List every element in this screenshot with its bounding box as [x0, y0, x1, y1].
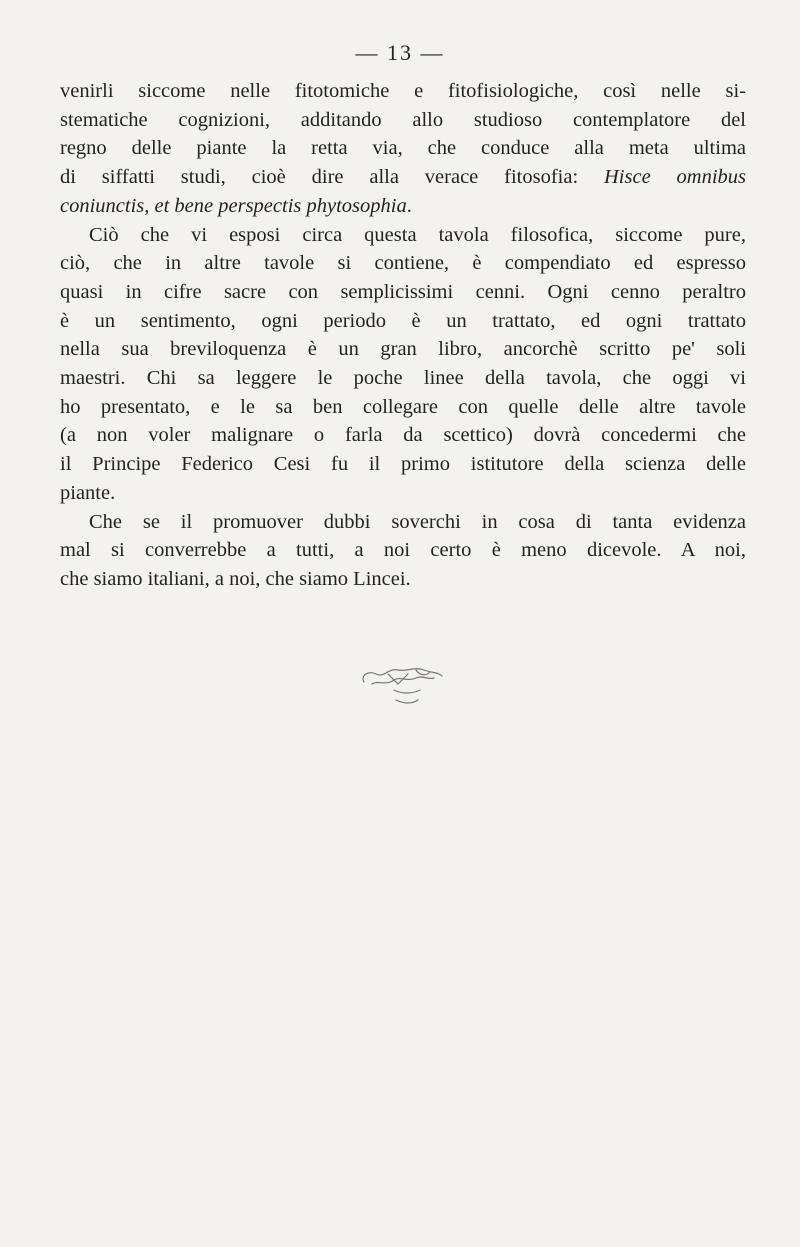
text-line: nella sua breviloquenza è un gran libro, ancorchè scritto pe' soli	[60, 338, 746, 361]
text-line: che siamo italiani, a noi, che siamo Lincei.	[60, 567, 411, 590]
text-line: Che se il promuover dubbi soverchi in cosa di tanta evidenza	[89, 510, 746, 533]
text-line: ciò, che in altre tavole si contiene, è compendiato ed espresso	[60, 252, 746, 275]
text-line: ho presentato, e le sa ben collegare con quelle delle altre tavole	[60, 395, 746, 418]
page-number: — 13 —	[355, 40, 445, 65]
latin-quote: coniunctis, et bene perspectis	[60, 194, 302, 217]
latin-quote: Hisce omnibus	[604, 166, 747, 189]
text-line: stematiche cognizioni, additando allo studioso contemplatore del	[60, 108, 746, 131]
text-line	[60, 192, 746, 221]
text-line: mal si converrebbe a tutti, a noi certo è meno dicevole. A noi,	[60, 539, 746, 562]
text-line: il Principe Federico Cesi fu il primo istitutore della scienza delle	[60, 453, 746, 476]
body-text	[60, 77, 746, 594]
paragraph-1	[60, 77, 746, 221]
text-line: piante.	[60, 481, 116, 504]
text-line	[60, 163, 746, 192]
paragraph-3	[60, 508, 746, 594]
text-segment: .	[406, 194, 412, 217]
paragraph-2	[60, 221, 746, 508]
text-line: regno delle piante la retta via, che conduce alla meta ultima	[60, 137, 746, 160]
ornament-icon	[358, 660, 448, 716]
text-segment: di siffatti studi, cioè dire alla verace fitosofia:	[60, 166, 579, 189]
text-line: (a non voler malignare o farla da scettico) dovrà concedermi che	[60, 424, 746, 447]
text-line: Ciò che vi esposi circa questa tavola filosofica, siccome pure,	[89, 223, 746, 246]
text-line: maestri. Chi sa leggere le poche linee della tavola, che oggi vi	[60, 367, 746, 390]
latin-quote: phytosophia	[306, 194, 407, 217]
text-line: è un sentimento, ogni periodo è un trattato, ed ogni trattato	[60, 309, 746, 332]
text-line: quasi in cifre sacre con semplicissimi cenni. Ogni cenno peraltro	[60, 280, 746, 303]
text-line: venirli siccome nelle fitotomiche e fitofisiologiche, così nelle si-	[60, 80, 746, 102]
